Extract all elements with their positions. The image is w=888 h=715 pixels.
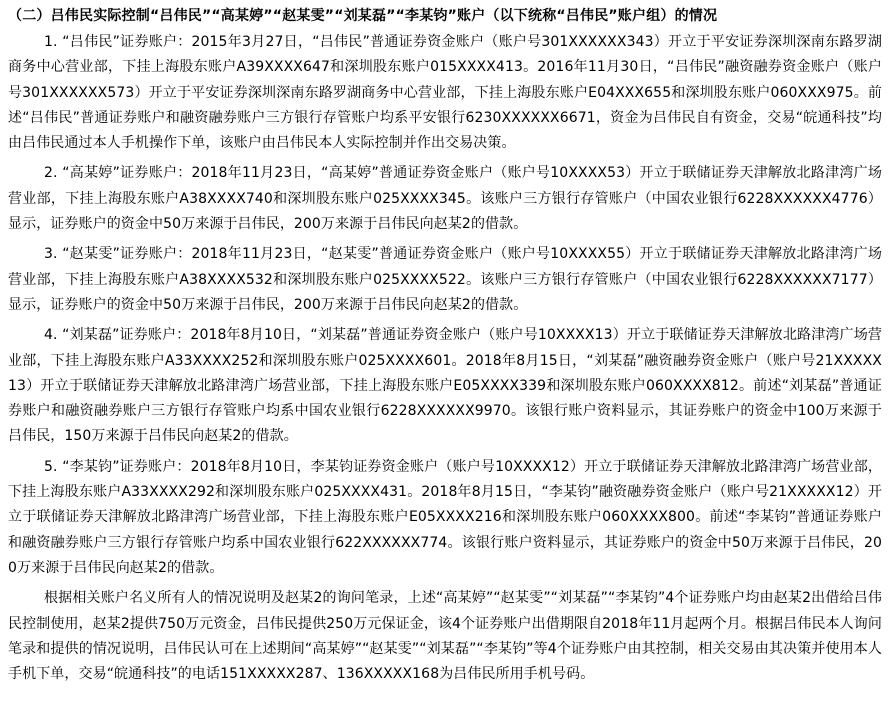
paragraph-account-1: 1. “吕伟民”证券账户：2015年3月27日，“吕伟民”普通证券资金账户（账户号301XXXXXX343）开立于平安证券深圳深南东路罗湖商务中心营业部，下挂上海股东账户A39XXXX647和深圳股东账户015XXXX413。2016年11月30日，“吕伟民”融资融券资金账户（账户号301XXXXXX573）开立于平安证券深圳深南东路罗湖商务中心营业部，下挂上海股东账户E04XXX655和深圳股东账户060XXX975。前述“吕伟民”普通证券账户和融资融券账户三方银行存管账户均系平安银行6230XXXXXX6671，资金为吕伟民自有资金，交易“皖通科技”均由吕伟民通过本人手机操作下单，该账户由吕伟民本人实际控制并作出交易决策。 [8,34,882,152]
paragraph-account-2: 2. “高某婷”证券账户：2018年11月23日，“高某婷”普通证券资金账户（账户号10XXXX53）开立于联储证券天津解放北路津湾广场营业部，下挂上海股东账户A38XXXX740和深圳股东账户025XXXX345。该账户三方银行存管账户（中国农业银行6228XXXXXX4776）显示，证券账户的资金中50万来源于吕伟民，200万来源于吕伟民向赵某2的借款。 [8,165,882,233]
paragraph-account-3: 3. “赵某雯”证券账户：2018年11月23日，“赵某雯”普通证券资金账户（账户号10XXXX55）开立于联储证券天津解放北路津湾广场营业部，下挂上海股东账户A38XXXX532和深圳股东账户025XXXX522。该账户三方银行存管账户（中国农业银行6228XXXXXX7177）显示，证券账户的资金中50万来源于吕伟民，200万来源于吕伟民向赵某2的借款。 [8,246,882,313]
paragraph-summary: 根据相关账户名义所有人的情况说明及赵某2的询问笔录，上述“高某婷”“赵某雯”“刘某磊”“李某钧”4个证券账户均由赵某2出借给吕伟民控制使用，赵某2提供750万元资金，吕伟民提供250万元保证金，该4个证券账户出借期限自2018年11月起两个月。根据吕伟民本人询问笔录和提供的情况说明，吕伟民认可在上述期间“高某婷”“赵某雯”“刘某磊”“李某钧”等4个证券账户由其控制，相关交易由其决策并使用本人手机下单，交易“皖通科技”的电话151XXXXX287、136XXXXX168为吕伟民所用手机号码。 [8,590,882,683]
paragraph-account-4: 4. “刘某磊”证券账户：2018年8月10日，“刘某磊”普通证券资金账户（账户号10XXXX13）开立于联储证券天津解放北路津湾广场营业部，下挂上海股东账户A33XXXX252和深圳股东账户025XXXX601。2018年8月15日，“刘某磊”融资融券资金账户（账户号21XXXXX13）开立于联储证券天津解放北路津湾广场营业部，下挂上海股东账户E05XXXX339和深圳股东账户060XXXX812。前述“刘某磊”普通证券账户和融资融券账户三方银行存管账户均系中国农业银行6228XXXXXX9970。该银行账户资料显示，其证券账户的资金中100万来源于吕伟民，150万来源于吕伟民向赵某2的借款。 [8,327,882,445]
section-heading: （二）吕伟民实际控制“吕伟民”“高某婷”“赵某雯”“刘某磊”“李某钧”账户（以下统称“吕伟民”账户组）的情况 [8,8,718,24]
paragraph-account-5: 5. “李某钧”证券账户：2018年8月10日，李某钧证券资金账户（账户号10XXXX12）开立于联储证券天津解放北路津湾广场营业部，下挂上海股东账户A33XXXX292和深圳股东账户025XXXX431。2018年8月15日，“李某钧”融资融券资金账户（账户号21XXXXX12）开立于联储证券天津解放北路津湾广场营业部，下挂上海股东账户E05XXXX216和深圳股东账户060XXXX800。前述“李某钧”普通证券账户和融资融券账户三方银行存管账户均系中国农业银行622XXXXXX774。该银行账户资料显示，其证券账户的资金中50万来源于吕伟民，200万来源于吕伟民向赵某2的借款。 [8,458,882,576]
